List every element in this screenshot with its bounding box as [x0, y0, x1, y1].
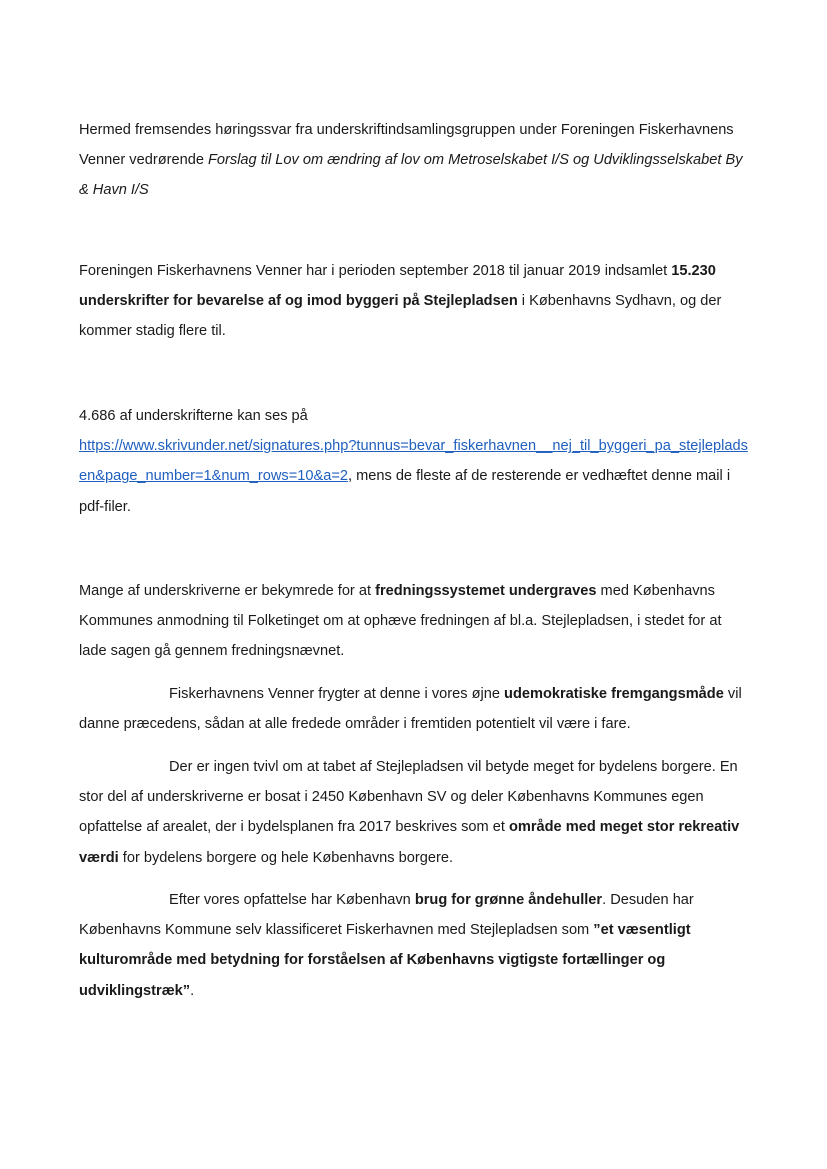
green-text-end: . [190, 982, 195, 999]
paragraph-intro [79, 115, 751, 206]
precedent-highlight: udemokratiske fremgangsmåde [504, 686, 724, 702]
signatures-text: Foreningen Fiskerhavnens Venner har i perioden september 2018 til januar 2019 indsamlet [79, 263, 672, 279]
paragraph-link [79, 401, 751, 522]
link-intro-text: 4.686 af underskrifterne kan ses på [79, 408, 308, 424]
paragraph-green-spaces [79, 885, 751, 1006]
green-highlight: brug for grønne åndehuller [414, 892, 603, 908]
green-text: Efter vores opfattelse har København [169, 892, 415, 908]
concern-text: Mange af underskriverne er bekymrede for at [79, 583, 376, 599]
intro-text: Hermed fremsendes høringssvar fra underskriftindsamlingsgruppen under Foreningen Fiskerhavnens Venner vedrørende [79, 122, 734, 169]
signatures-highlight: 15.230 underskrifter for bevarelse af og imod byggeri på Stejlepladsen [79, 263, 716, 310]
loss-highlight: område med meget stor rekreativ værdi [79, 819, 740, 866]
link-outro-text: , mens de fleste af de resterende er vedhæftet denne mail i pdf-filer. [79, 468, 731, 515]
paragraph-signatures-count [79, 256, 751, 347]
paragraph-concern [79, 576, 751, 667]
signatures-link[interactable]: https://www.skrivunder.net/signatures.php?tunnus=bevar_fiskerhavnen__nej_til_byggeri_pa_stejlepladsen&page_number=1&num_rows=10&a=2 [79, 438, 748, 485]
paragraph-loss [79, 752, 751, 873]
culture-quote: ”et væsentligt kulturområde med betydning for forståelsen af Københavns vigtigste fortællinger og udviklingstræk” [79, 922, 691, 999]
precedent-text: Fiskerhavnens Venner frygter at denne i vores øjne [169, 686, 505, 702]
signatures-text-end: i Københavns Sydhavn, og der kommer stadig flere til. [79, 293, 722, 340]
concern-highlight: fredningssystemet undergraves [375, 583, 597, 599]
loss-text: Der er ingen tvivl om at tabet af Stejlepladsen vil betyde meget for bydelens borgere. En stor del af underskriverne er bosat i 2450 København SV og deler Københavns Kommunes egen opfattelse af arealet, der i bydelsplanen fra 2017 beskrives som et [79, 759, 738, 836]
green-text-mid: . Desuden har Københavns Kommune selv klassificeret Fiskerhavnen med Stejlepladsen som [79, 892, 694, 939]
bill-title: Forslag til Lov om ændring af lov om Metroselskabet I/S og Udviklingsselskabet By & Havn I/S [79, 152, 743, 199]
paragraph-precedent [79, 679, 751, 739]
loss-text-end: for bydelens borgere og hele Københavns borgere. [118, 849, 454, 866]
precedent-text-end: vil danne præcedens, sådan at alle fredede områder i fremtiden potentielt vil være i fare. [79, 686, 742, 733]
concern-text-end: med Københavns Kommunes anmodning til Folketinget om at ophæve fredningen af bl.a. Stejlepladsen, i stedet for at lade sagen gå gennem fredningsnævnet. [79, 583, 722, 660]
